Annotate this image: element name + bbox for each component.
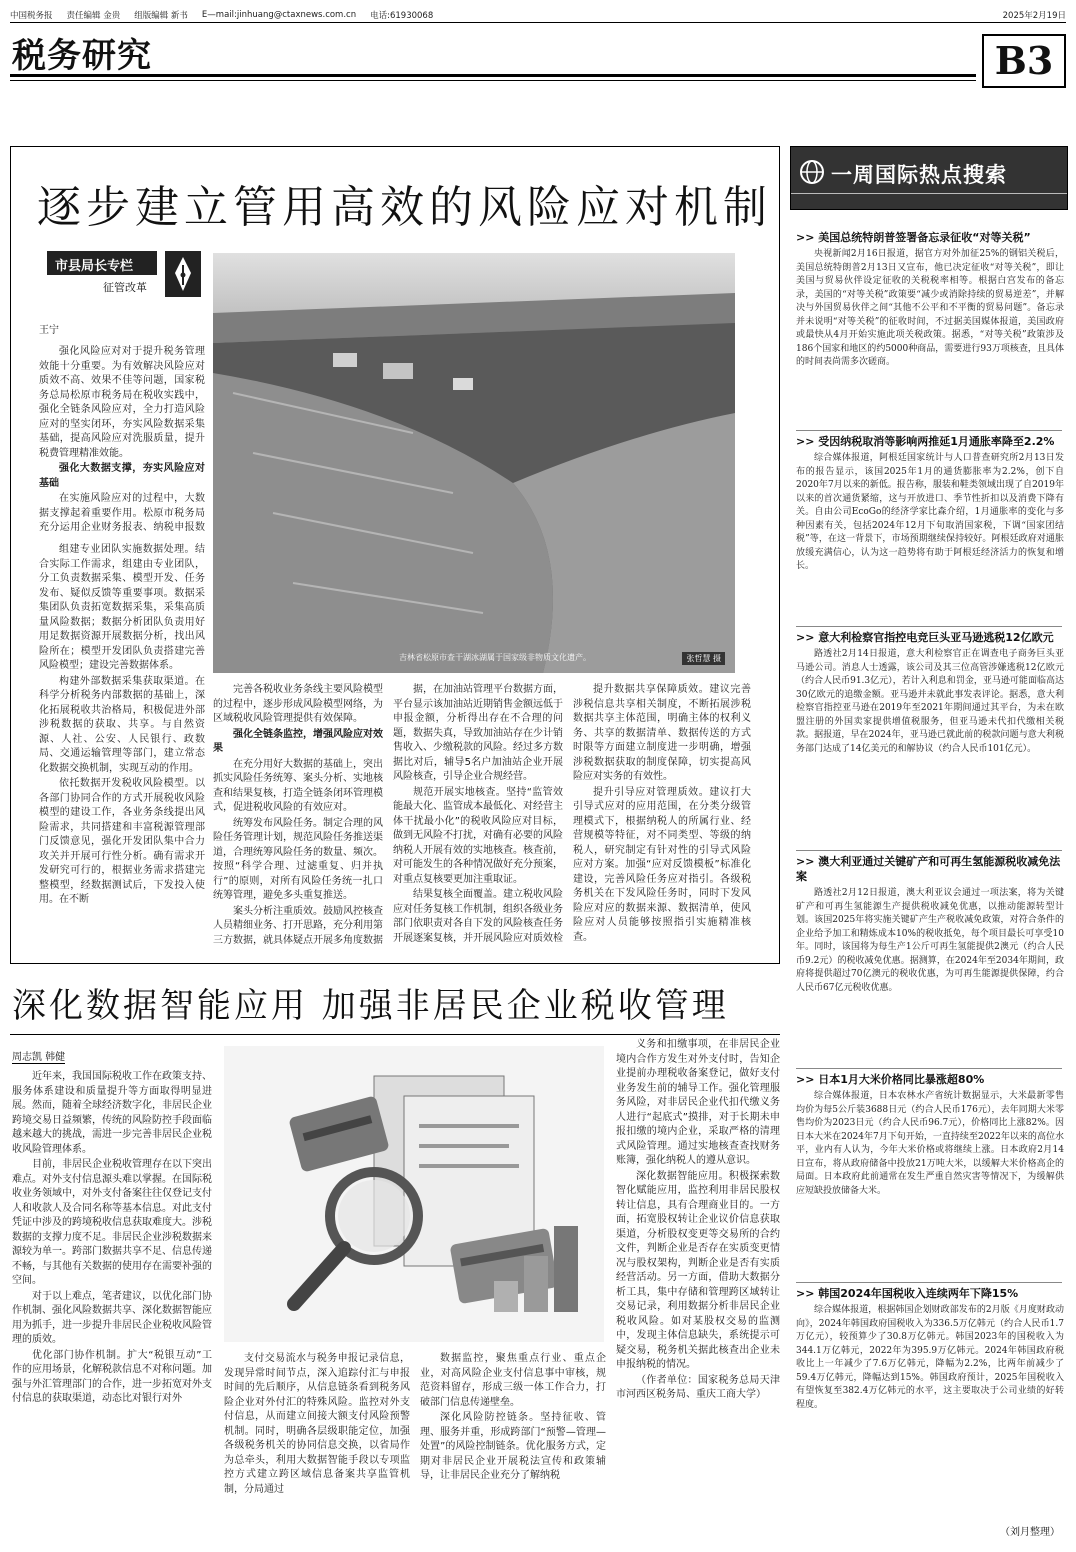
article-nonresident-tax: [10, 976, 780, 1542]
paragraph: 规范开展实地核查。坚持“监管效能最大化、监管成本最低化、对经营主体干扰最小化”的税收风险应对目标，做到无风险不打扰，对确有必要的风险纳税人开展有效的实地核查。核查前，对可能发生的各种情况做好充分预案，对重点复核要更加注重取证。: [393, 786, 563, 885]
globe-icon: [799, 159, 825, 185]
issue-date: 2025年2月19日: [1002, 10, 1066, 21]
page-number: B3: [982, 34, 1066, 88]
article2-column-2: [224, 1352, 410, 1536]
paragraph: 优化部门协作机制。扩大“税银互动”工作的应用场景，化解税款信息不对称问题。加强与外汇管理部门的合作，进一步拓宽对外支付信息的获取渠道，动态比对银行对外: [12, 1349, 212, 1404]
lake-photo: [213, 253, 735, 673]
data-analysis-illustration: [224, 1046, 604, 1342]
subheading: 强化大数据支撑，夯实风险应对基础: [39, 463, 205, 489]
paragraph: 深化风险防控链条。坚持征收、管理、服务并重，形成跨部门“预警—管理—处置”的风险控制链条。优化服务方式，定期对非居民企业开展税法宣传和政策辅导，让非居民企业充分了解纳税: [420, 1412, 606, 1481]
article1-column-2: [39, 543, 205, 945]
paragraph: 数据监控，聚焦重点行业、重点企业，对高风险企业支付信息事中审核，规范资料留存，形成三级一体工作合力，打破部门信息传递壁垒。: [420, 1353, 606, 1408]
paragraph: 在充分用好大数据的基础上，突出抓实风险任务统筹、案头分析、实地核查和结果复核，打造全链条闭环管理模式，促进税收风险的有效应对。: [213, 758, 383, 813]
headline-rule: [10, 1034, 780, 1035]
article1-column-5: [573, 683, 751, 945]
photo-credit: 张哲慧 摄: [682, 652, 725, 665]
paragraph: 依托数据开发税收风险模型。以各部门协同合作的方式开展税收风险模型的建设工作，各业务条线提出风险需求，共同搭建和丰富税源管理部门反馈意见，强化开发团队集中合力攻关并开展可行性分析。确有需求开发研究可行的，根据业务需求搭建完整模型，经数据测试后，下发投入使用。在不断: [39, 778, 205, 905]
paragraph: 提升引导应对管理质效。建议打大引导式应对的应用范围，在分类分级管理模式下，根据纳税人的所属行业、经营规模等特征，对不同类型、等级的纳税人，研究制定有针对性的引导式风险应对方案。加强“应对反馈模板”标准化建设，完善风险任务应对指引。各级税务机关在下发风险任务时，同时下发风险应对应的数据来源、数据清单，使风险应对人员能够按照指引实施精准核查。: [573, 786, 751, 943]
layout-editor: 组版编辑 新书: [134, 10, 188, 21]
item-divider: [796, 850, 1062, 851]
masthead: [10, 26, 1066, 96]
paragraph: 支付交易流水与税务申报记录信息，发现异常时间节点，深入追踪付汇与申报时间的先后顺序，从信息链条看到税务风险企业对外付汇的特殊风险。监控对外支付信息，从而建立间接大额支付风险预警机制。同时，明确各层级职能定位，加强各级税务机关的协同信息交换，以省局作为总牵头，利用大数据智能手段以专项监控方式建立跨区域信息备案共享监管机制，分局通过: [224, 1353, 410, 1495]
article-headline: 逐步建立管用高效的风险应对机制: [37, 182, 772, 233]
item-divider: [796, 1068, 1062, 1069]
article1-column-4: [393, 683, 563, 945]
paragraph: 对于以上难点，笔者建议，以优化部门协作机制、强化风险数据共享、深化数据智能应用为抓手，进一步提升非居民企业税收风险管理的质效。: [12, 1290, 212, 1345]
article2-column-4: [616, 1038, 780, 1536]
article-risk-response: [10, 146, 780, 964]
article-headline: 深化数据智能应用 加强非居民企业税收管理: [12, 986, 729, 1026]
paragraph: 结果复核全面覆盖。建立税收风险应对任务复核工作机制，组织各级业务部门依职责对各自下发的风险核查任务开展逐案复核，并开展风险应对质效检: [393, 889, 563, 944]
article-author: 王宁: [39, 325, 59, 336]
paper-name: 中国税务报: [10, 10, 53, 21]
masthead-rule-thin: [10, 80, 976, 81]
news-item-title: >> 澳大利亚通过关键矿产和可再生氢能源税收减免法案: [796, 855, 1061, 883]
paragraph: 在实施风险应对的过程中，大数据支撑起着重要作用。松原市税务局充分运用企业财务报表、纳税申报数: [39, 493, 205, 533]
photo-caption: 吉林省松原市查干湖冰湖属于国家级非物质文化遗产。: [399, 653, 591, 662]
news-item-body: 综合媒体报道，日本农林水产省统计数据显示，大米最新零售均价为每5公斤装3688日元（约合人民币176元），去年同期大米零售均价为2023日元（约合人民币96.7元），价格同比上涨82%。因日本大米在2024年7月下旬开始，一直持续至2022年以来的高位水平，业内有人认为，今年大米价格或将继续上涨。日本政府2月14日宣布，将从政府储备中投放21万吨大米，以缓解大米价格高企的局面。日本政府此前通常在发生严重自然灾害等情况下，为缓解供应短缺投放储备大米。: [796, 1091, 1064, 1196]
news-item-body: 路透社2月12日报道，澳大利亚议会通过一项法案，将为关键矿产和可再生氢能源生产提供税收减免优惠，以推动能源转型计划。该国2025年将实施关键矿产生产税收减免政策，对符合条件的企业给予加工和精炼成本10%的税收抵免，每个项目最长可享受10年。同时，该国将为每生产1公斤可再生氢能提供2澳元（约合人民币9.2元）的税收减免优惠。据测算，在2024年至2034年期间，政府将提供超过70亿澳元的税收优惠，为可再生能源提供保障，约合人民币67亿元税收优惠。: [796, 888, 1064, 993]
column-subtitle: 征管改革: [103, 281, 147, 294]
phone: 电话:61930068: [370, 10, 434, 21]
masthead-rule: [10, 74, 976, 77]
weekly-international-news: [790, 146, 1068, 1542]
news-column-title: 一周国际热点搜索: [831, 162, 1007, 187]
header-rule: [791, 193, 1067, 194]
news-item: [796, 434, 1064, 626]
article2-column-1: [12, 1070, 212, 1536]
item-divider: [796, 1282, 1062, 1283]
top-info-bar: [10, 7, 1066, 23]
news-item: [796, 230, 1064, 430]
paragraph: 提升数据共享保障质效。建议完善涉税信息共享相关制度，不断拓展涉税数据共享主体范围，明确主体的权利义务、共享的数据清单、数据传送的方式时限等方面建立制度进一步明确，增强涉税数据获取的制度保障，切实提高风险应对实务的有效性。: [573, 684, 751, 782]
paragraph: 强化风险应对对于提升税务管理效能十分重要。为有效解决风险应对质效不高、效果不佳等问题，国家税务总局松原市税务局在税收实践中，强化全链条风险应对，全力打造风险应对的坚实闭环，夯实风险数据采集基础，提高风险应对洗服质量，提升税费管理精准效能。: [39, 346, 205, 459]
chief-editor: 责任编辑 金贵: [66, 10, 121, 21]
news-item-title: >> 日本1月大米价格同比暴涨超80%: [796, 1073, 985, 1086]
news-item-title: >> 美国总统特朗普签署备忘录征收“对等关税”: [796, 231, 1031, 244]
paragraph: 组建专业团队实施数据处理。结合实际工作需求，组建由专业团队，分工负责数据采集、模型开发、任务发布、疑似反馈等重要事项。数据采集团队负责拓宽数据采集，采集高质量风险数据；数据分析团队负责用好用足数据资源开展数据分析，找出风险所在；模型开发团队负责搭建完善风险模型；建设完善数据体系。: [39, 544, 205, 671]
news-item-body: 综合媒体报道，阿根廷国家统计与人口普查研究所2月13日发布的报告显示，该国2025年1月的通货膨胀率为2.2%，创下自2020年7月以来的新低。报告称，服装和鞋类领域出现了自2019年以来的首次通货紧缩，这与开放进口、季节性折扣以及消费下降有关。自由公司EcoGo的经济学家比森介绍，1月通胀率的变化与多种因素有关，包括2024年12月下旬取消国家税，下调“国家团结税”等，在这一背景下，市场预期继续保持较好。阿根廷政府对通胀放缓充满信心，认为这一趋势将有助于阿根廷经济活力的恢复和增长。: [796, 453, 1064, 571]
compiler-credit: （刘月整理）: [1000, 1527, 1060, 1538]
news-column-header: [790, 146, 1068, 210]
article1-column-1: [39, 345, 205, 533]
news-item-title: >> 受因纳税取消等影响两推延1月通胀率降至2.2%: [796, 435, 1055, 448]
paragraph: 近年来，我国国际税收工作在政策支持、服务体系建设和质量提升等方面取得明显进展。然而，随着全球经济数字化，非居民企业跨境交易日益频繁，传统的风险防控手段面临越来越大的挑战，需进一步完善非居民企业税收风险管理体系。: [12, 1071, 212, 1155]
column-label: 市县局长专栏: [47, 251, 157, 275]
paragraph: 目前，非居民企业税收管理存在以下突出难点。对外支付信息源头难以掌握。在国际税收业务领域中，对外支付备案往往仅登记支付人和收款人及合同名称等基本信息。对此支付凭证中涉及的跨境税收信息获取难度大。涉税数据的支撑力度不足。非居民企业涉税数据来源较为单一。跨部门数据共享不足、信息传递不畅，与其他有关数据的使用存在需要补强的空间。: [12, 1159, 212, 1286]
news-item-title: >> 韩国2024年国税收入连续两年下降15%: [796, 1287, 1019, 1300]
news-item-body: 央视新闻2月16日报道，据官方对外加征25%的钢铝关税后，美国总统特朗普2月13日又宣布，他已决定征收“对等关税”，即让美国与贸易伙伴设定征收的关税税率相等。根据白宫发布的备忘录，美国的“对等关税”政策要“减少或消除持续的贸易逆差”，并解决与外国贸易伙伴之间“其他不公平和不平衡的贸易问题”。备忘录并未说明“对等关税”的征收时间，不过据美国媒体报道，美国政府或最快从4月开始实施此项关税政策。据悉，“对等关税”政策涉及186个国家和地区的约5000种商品，需要进行93万项核查，且具体的时间表尚需多次磋商。: [796, 249, 1064, 367]
item-divider: [796, 430, 1062, 431]
paragraph: 完善各税收业务条线主要风险模型的过程中，逐步形成风险模型网络，为区域税收风险管理提供有效保障。: [213, 684, 383, 724]
email: E—mail:jinhuang@ctaxnews.com.cn: [201, 9, 357, 20]
paragraph: 深化数据智能应用。积极探索数智化赋能应用，监控利用非居民股权转让信息，具有合理商业目的。一方面，拓宽股权转让企业议价信息获取渠道，分析股权变更等交易所的合约文件，判断企业是否存在实质变更情况与股权架构，判断企业是否有实质经营活动。另一方面，借助大数据分析工具，集中存储和管理跨区域转让交易记录，利用数据分析非居民企业税收风险。如对某股权交易的监测中，发现主体信息缺失，系统提示可疑交易，税务机关据此核查出企业未申报纳税的情况。: [616, 1170, 780, 1370]
news-item: [796, 854, 1064, 1068]
item-divider: [796, 626, 1062, 627]
column-badge: [47, 251, 197, 305]
frozen-lake-illustration: [213, 253, 735, 673]
fountain-pen-icon: [165, 251, 201, 297]
author-note: （作者单位：国家税务总局天津市河西区税务局、重庆工商大学）: [616, 1374, 780, 1400]
news-item: [796, 1286, 1064, 1518]
subheading: 强化全链条监控，增强风险应对效果: [213, 728, 383, 754]
article1-column-3: [213, 683, 383, 945]
news-item-title: >> 意大利检察官指控电竞巨头亚马逊逃税12亿欧元: [796, 631, 1054, 644]
paragraph: 统筹发布风险任务。制定合理的风险任务管理计划，规范风险任务推送渠道，合理统筹风险任务的数量、频次。按照“科学合理、过滤重复、归并执行”的原则，对所有风险任务统一扎口统筹管理，避免多头重复推送。: [213, 817, 383, 901]
paragraph: 构建外部数据采集获取渠道。在科学分析税务内部数据的基础上，深化拓展税收共治格局，积极促进外部涉税数据的获取、共享。与自然资源、人社、公安、人民银行、政数局、交通运输管理等部门，建立常态化数据交换机制，实现互动的作用。: [39, 675, 205, 774]
news-item-body: 路透社2月14日报道，意大利检察官正在调查电子商务巨头亚马逊公司。消息人士透露，该公司及其三位高管涉嫌逃税12亿欧元（约合人民币91.3亿元），若计入利息和罚金，亚马逊可能面临高达30亿欧元的追缴金额。亚马逊并未就此事发表评论。据悉，意大利检察官指控亚马逊在2019年至2021年期间通过其平台，为未在欧盟注册的外国卖家提供增值税服务，但亚马逊未代扣代缴相关税款。据报道，早在2024年，亚马逊已就此前的税款问题与意大利税务部门达成了14亿美元的和解协议（约合人民币101亿元）。: [796, 649, 1064, 754]
news-item: [796, 1072, 1064, 1282]
news-item-body: 综合媒体报道，根据韩国企划财政部发布的2月版《月度财政动向》，2024年韩国政府国税收入为336.5万亿韩元（约合人民币1.7万亿元），较预算少了30.8万亿韩元。韩国2023年的国税收入为344.1万亿韩元，2022年为395.9万亿韩元。2024年韩国政府税收比上一年减少了7.6万亿韩元，降幅为2.2%，比两年前减少了59.4万亿韩元，降幅达到15%。韩国政府预计，2025年国税收入有望恢复至382.4万亿韩元的水平，这主要取决于公司业绩的好转程度。: [796, 1305, 1064, 1410]
paragraph: 义务和扣缴事项，在非居民企业境内合作方发生对外支付时，告知企业提前办理税收备案登记，做好支付业务发生前的辅导工作。强化管理服务风险，对非居民企业代扣代缴义务人进行“起底式”摸排，对于长期未申报扣缴的境内企业，采取严格的清理式风险管理。通过实地核查查找财务账簿，强化纳税人的遵从意识。: [616, 1039, 780, 1166]
paragraph: 案头分析注重质效。鼓励风控核查人员精细业务、打开思路，充分利用第三方数据，就具体疑点开展多角度数据: [213, 905, 383, 945]
paragraph: 据，在加油站管理平台数据方面，平台显示该加油站近期销售金额远低于申报金额，分析得出存在不合理的问题，数据失真，导致加油站存在少计销售收入、少缴税款的风险。经过多方数据比对后，辅导5名户加油站企业开展风险核查，引导企业合规经营。: [393, 684, 563, 782]
article-author: 周志凯 韩健: [12, 1048, 65, 1064]
section-title: 税务研究: [12, 36, 152, 76]
article2-column-3: [420, 1352, 606, 1536]
news-item: [796, 630, 1064, 850]
